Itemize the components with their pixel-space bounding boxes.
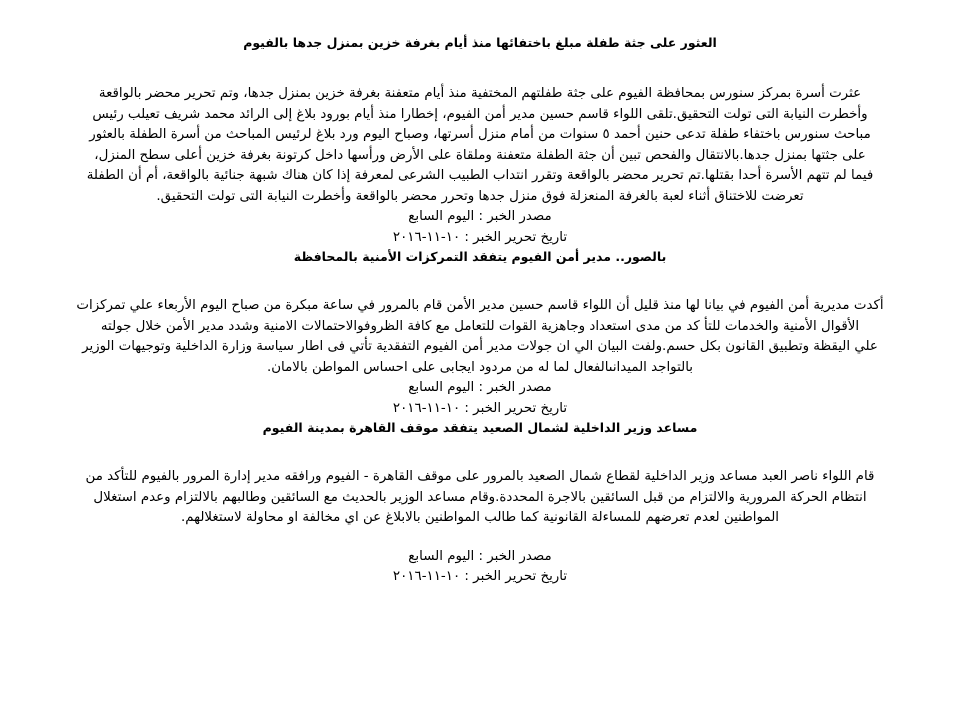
article-3-line: انتظام الحركة المرورية والالتزام من قبل السائقين بالاجرة المحددة.وقام مساعد الوزير بالحديث مع السائقين وطالبهم بالالتزام وعدم استغلال — [93, 489, 867, 505]
article-2 — [14, 248, 946, 419]
article-3-source: مصدر الخبر : اليوم السابع — [408, 548, 552, 564]
article-3-line: المواطنين لعدم تعرضهم للمساءلة القانونية كما طالب المواطنين بالابلاغ عن اي مخالفة او محاولة لاستغلالهم. — [181, 510, 779, 525]
article-1-headline: العثور على جثة طفلة مبلغ باختفائها منذ أيام بغرفة خزين بمنزل جدها بالفيوم — [243, 35, 717, 50]
article-2-line: علي اليقظة وتطبيق القانون بكل حسم.ولفت البيان الي ان جولات مدير أمن الفيوم التفقدية تأتي فى اطار سياسة وزارة الداخلية وتوجيهات الوزير — [82, 339, 878, 354]
article-2-line: بالتواجد الميدانىالفعال لما له من مردود ايجابى على احساس المواطن بالامان. — [266, 359, 694, 375]
article-1-body — [14, 84, 946, 207]
article-3 — [14, 419, 946, 588]
article-2-headline: بالصور.. مدير أمن الفيوم يتفقد التمركزات الأمنية بالمحافظة — [293, 249, 667, 264]
article-1-source: مصدر الخبر : اليوم السابع — [408, 209, 552, 224]
article-2-body — [14, 296, 946, 378]
article-2-line: أكدت مديرية أمن الفيوم في بيانا لها منذ قليل أن اللواء قاسم حسين مدير الأمن قام بالمرور في ساعة مبكرة من صباح اليوم الأربعاء علي تمركزات — [76, 298, 884, 313]
article-3-body — [14, 467, 946, 529]
article-3-line: قام اللواء ناصر العبد مساعد وزير الداخلية لقطاع شمال الصعيد بالمرور على موقف القاهرة - الفيوم ورافقه مدير إدارة المرور بالفيوم للتأكد من — [85, 469, 875, 484]
article-1-line: تعرضت للاختناق أثناء لعبة بالغرفة المنعزلة فوق منزل جدها وتحرر محضر بالواقعة وأخطرت النيابة التى تولت التحقيق. — [156, 188, 804, 204]
article-3-date: تاريخ تحرير الخبر : ١٠-١١-٢٠١٦ — [392, 569, 568, 584]
article-2-source: مصدر الخبر : اليوم السابع — [408, 380, 552, 395]
article-1 — [14, 34, 946, 248]
document-page — [14, 34, 946, 588]
article-1-line: وأخطرت النيابة التى تولت التحقيق.تلقى اللواء قاسم حسين مدير أمن الفيوم، إخطارا منذ أيام بورود بلاغ إلى الرائد محمد شريف تعيلب رئيس — [92, 106, 868, 122]
article-2-line: الأقوال الأمنية والخدمات للتأ كد من مدى استعداد وجاهزية القوات للتعامل مع كافة الظروفوالاحتمالات الامنية وشدد مدير الأمن خلال جولته — [100, 318, 860, 334]
article-3-headline: مساعد وزير الداخلية لشمال الصعيد يتفقد موقف القاهرة بمدينة الفيوم — [262, 420, 698, 435]
article-1-line: عثرت أسرة بمركز سنورس بمحافظة الفيوم على جثة طفلتهم المختفية منذ أيام متعفنة بغرفة خزين بمنزل جدها، وتم تحرير محضر بالواقعة — [98, 86, 862, 101]
article-1-date: تاريخ تحرير الخبر : ١٠-١١-٢٠١٦ — [392, 229, 568, 245]
article-1-line: مباحث سنورس باختفاء طفلة تدعى حنين أحمد ٥ سنوات من أمام منزل أسرتها، وصباح اليوم ورد بلاغ لرئيس المباحث من أسرة الطفلة بالعثور — [89, 127, 871, 142]
article-1-line: على جثتها بمنزل جدها.بالانتقال والفحص تبين أن جثة الطفلة متعفنة وملقاة على الأرض ورأسها داخل كرتونة بغرفة خزين أعلى سطح المنزل، — [94, 147, 866, 163]
article-2-date: تاريخ تحرير الخبر : ١٠-١١-٢٠١٦ — [392, 400, 568, 416]
article-1-line: فيما لم تتهم الأسرة أحدا بقتلها.تم تحرير محضر بالواقعة وتقرر انتداب الطبيب الشرعى لمعرفة إذا كان هناك شبهة جنائية بالواقعة، أم أن الطفلة — [86, 168, 874, 183]
